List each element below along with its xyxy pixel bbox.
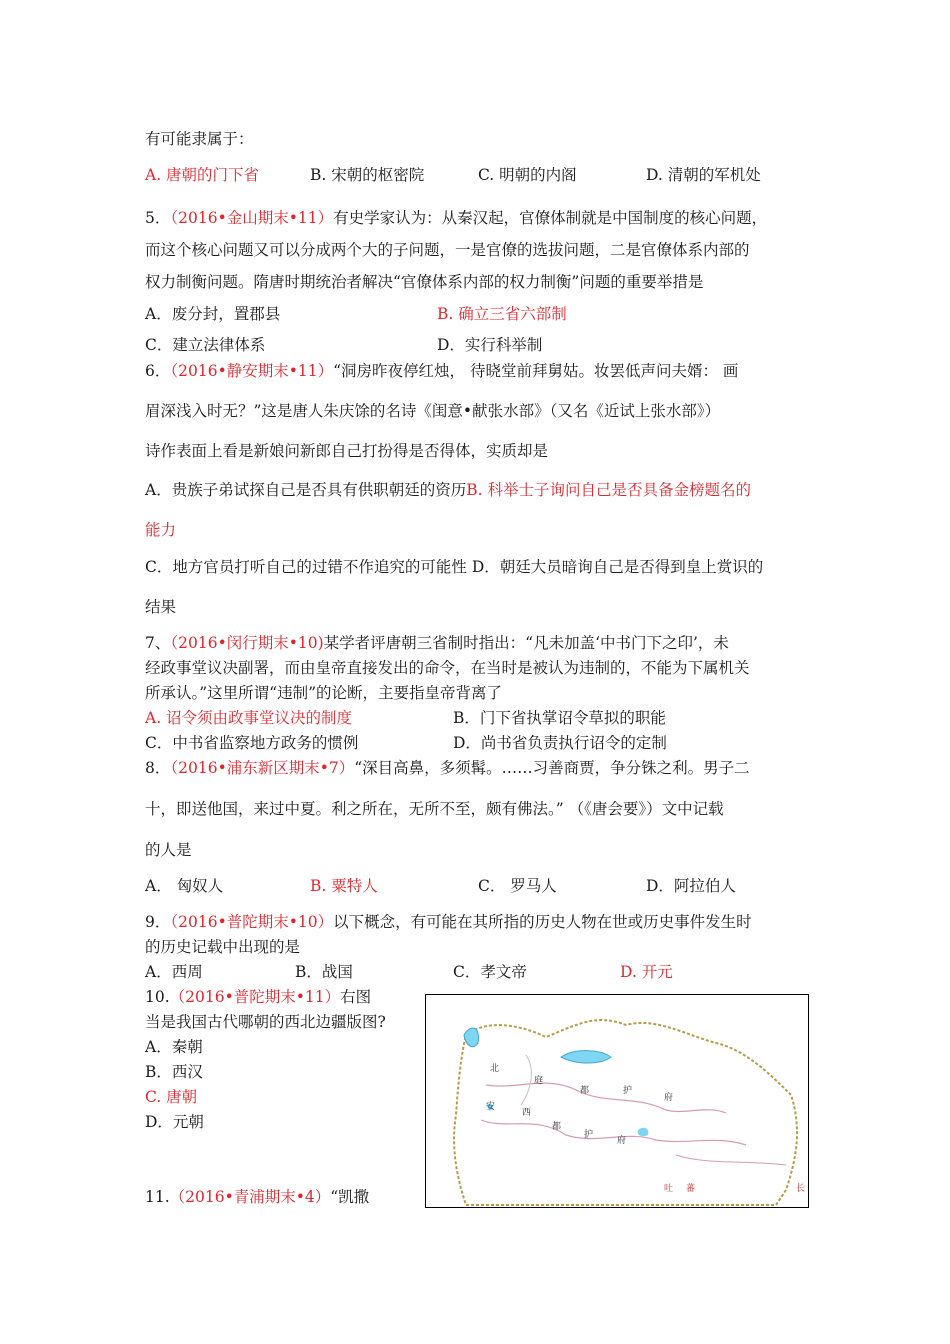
question-number: 5． (145, 209, 171, 227)
q6-line-3: 诗作表面上看是新娘问新郎自己打扮得是否得体，实质却是 (145, 442, 549, 460)
option-b: B. 宋朝的枢密院 (310, 166, 425, 184)
option-b: B．战国 (295, 963, 353, 981)
option-a: A．贵族子弟试探自己是否具有供职朝廷的资历 (145, 481, 467, 499)
q7-line-1 (145, 631, 729, 653)
territory-boundary (454, 1020, 797, 1205)
lake-south (638, 1128, 649, 1136)
q6-options-ab (145, 478, 751, 500)
option-a: A． 匈奴人 (145, 877, 224, 895)
option-a: A．秦朝 (145, 1038, 203, 1056)
tang-northwest-map (426, 995, 808, 1207)
question-text: “深目高鼻，多须髯。……习善商贾，争分铢之利。男子二 (354, 759, 750, 777)
option-c: C．地方官员打听自己的过错不作追究的可能性 (145, 558, 467, 576)
question-text: 以下概念，有可能在其所指的历史人物在世或历史事件发生时 (333, 913, 752, 931)
map-label: 都 (580, 1086, 590, 1096)
map-label: 北 (490, 1064, 500, 1074)
option-d: D．阿拉伯人 (646, 877, 736, 895)
q6-line-1 (145, 359, 738, 381)
question-number: 8． (145, 759, 171, 777)
option-d-answer: D. 开元 (620, 963, 673, 981)
lake-central (561, 1051, 611, 1063)
map-label: 护 (623, 1086, 633, 1096)
map-label: 西 (522, 1108, 532, 1118)
option-c-answer: C. 唐朝 (145, 1088, 198, 1106)
question-text: 右图 (340, 988, 372, 1006)
option-d: D．朝廷大员暗询自己是否得到皇上赏识的 (471, 558, 764, 576)
question-number: 11. (145, 1188, 170, 1206)
source-tag: （2016•闵行期末•10) (170, 634, 324, 652)
q5-line-3: 权力制衡问题。隋唐时期统治者解决“官僚体系内部的权力制衡”问题的重要举措是 (145, 273, 704, 291)
q10-line-1 (145, 985, 371, 1007)
option-b: B．西汉 (145, 1063, 203, 1081)
q6-options-cd (145, 555, 763, 577)
source-tag: （2016•青浦期末•4） (169, 1188, 331, 1206)
map-label: 庭 (534, 1076, 544, 1086)
option-b-answer: B. 粟特人 (310, 877, 378, 895)
option-a: A．西周 (145, 963, 203, 981)
q8-line-1 (145, 756, 750, 778)
option-d: D．尚书省负责执行诏令的定制 (453, 734, 667, 752)
map-label: 府 (664, 1093, 674, 1103)
q5-line-1 (145, 206, 767, 228)
q8-line-3: 的人是 (145, 841, 192, 859)
q8-line-2: 十，即送他国，来过中夏。利之所在，无所不至，颇有佛法。” （《唐会要》）文中记载 (145, 800, 724, 818)
q7-line-3: 所承认。”这里所谓“违制”的论断，主要指皇帝背离了 (145, 684, 503, 702)
option-d: D. 清朝的军机处 (646, 166, 761, 184)
map-label: 吐 (664, 1184, 674, 1194)
question-number: 7、 (145, 634, 171, 652)
question-number: 10. (145, 988, 170, 1006)
option-a-answer: A. 唐朝的门下省 (145, 166, 260, 184)
question-text: 某学者评唐朝三省制时指出：“凡未加盖‘中书门下之印’，未 (323, 634, 729, 652)
map-label: 安 (486, 1102, 496, 1112)
question-stem-line: 有可能隶属于： (145, 130, 254, 148)
option-b-answer: B. 确立三省六部制 (437, 305, 567, 323)
option-d: D．实行科举制 (437, 336, 543, 354)
option-d: D．元朝 (145, 1113, 204, 1131)
option-b-answer-cont: 能力 (145, 521, 177, 539)
option-c: C. 明朝的内阁 (478, 166, 577, 184)
option-b: B．门下省执掌诏令草拟的职能 (453, 709, 666, 727)
district-line (521, 1055, 531, 1105)
question-text: “凯撒 (330, 1188, 370, 1206)
q11-line-1 (145, 1185, 369, 1207)
q9-line-2: 的历史记载中出现的是 (145, 938, 301, 956)
source-tag: （2016•普陀期末•11） (169, 988, 341, 1006)
option-c: C．建立法律体系 (145, 336, 266, 354)
map-figure (425, 994, 809, 1208)
source-tag: （2016•浦东新区期末•7） (170, 759, 355, 777)
question-text: 有史学家认为：从秦汉起，官僚体制就是中国制度的核心问题， (333, 209, 768, 227)
source-tag: （2016•普陀期末•10） (170, 913, 334, 931)
source-tag: （2016•静安期末•11） (170, 362, 334, 380)
option-a: A．废分封，置郡县 (145, 305, 281, 323)
map-label: 府 (617, 1136, 627, 1146)
option-c: C．中书省监察地方政务的惯例 (145, 734, 359, 752)
option-c: C． 罗马人 (478, 877, 557, 895)
q10-line-2: 当是我国古代哪朝的西北边疆版图? (145, 1013, 386, 1031)
district-line (676, 1155, 786, 1165)
q7-line-2: 经政事堂议决副署，而由皇帝直接发出的命令，在当时是被认为违制的，不能为下属机关 (145, 659, 750, 677)
lake-northwest (464, 1028, 479, 1047)
map-label: 都 (552, 1122, 562, 1132)
question-number: 9． (145, 913, 171, 931)
q9-line-1 (145, 910, 752, 932)
q6-line-2: 眉深浅入时无？”这是唐人朱庆馀的名诗《闺意•献张水部》（又名《近试上张水部》） (145, 402, 721, 420)
map-label: 蕃 (686, 1184, 696, 1194)
map-label: 长 (796, 1184, 806, 1194)
question-number: 6． (145, 362, 171, 380)
source-tag: （2016•金山期末•11） (170, 209, 334, 227)
map-label: 护 (584, 1130, 594, 1140)
option-d-cont: 结果 (145, 598, 177, 616)
option-c: C．孝文帝 (453, 963, 527, 981)
option-a-answer: A. 诏令须由政事堂议决的制度 (145, 709, 353, 727)
q5-line-2: 而这个核心问题又可以分成两个大的子问题，一是官僚的选拔问题，二是官僚体系内部的 (145, 241, 750, 259)
district-line (481, 1120, 746, 1145)
question-text: “洞房昨夜停红烛， 待晓堂前拜舅姑。妆罢低声问夫婿： 画 (333, 362, 739, 380)
option-b-answer: B. 科举士子询问自己是否具备金榜题名的 (466, 481, 751, 499)
